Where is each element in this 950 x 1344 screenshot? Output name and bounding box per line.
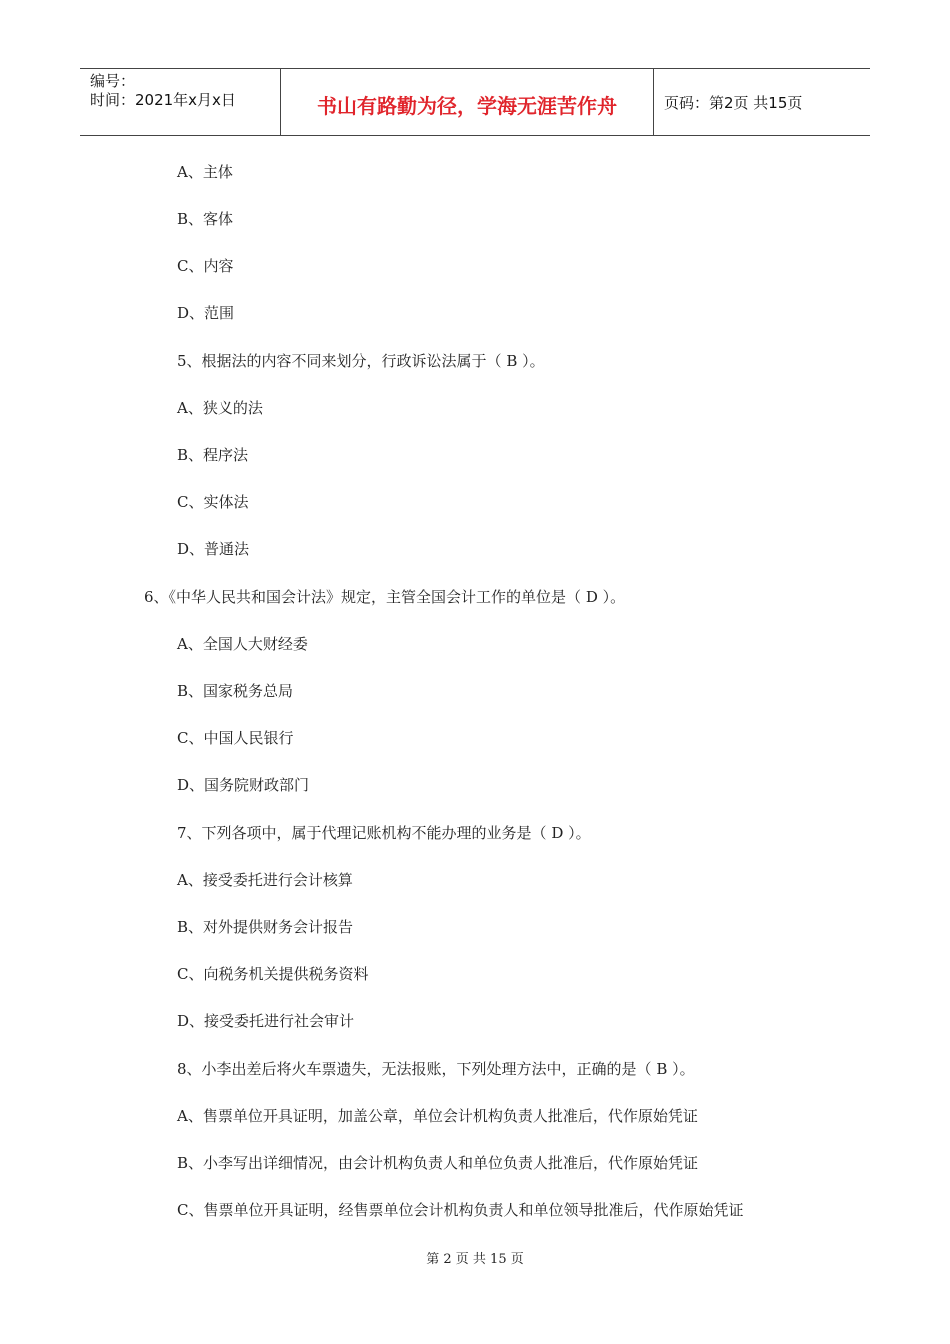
question-6: 6、《中华人民共和国会计法》规定，主管全国会计工作的单位是（ D ）。	[144, 588, 626, 606]
q5-option-b: B、程序法	[177, 446, 249, 464]
q5-option-d: D、普通法	[177, 540, 250, 558]
option-a-subject: A、主体	[177, 163, 233, 181]
header-motto: 书山有路勤为径，学海无涯苦作舟	[281, 69, 654, 135]
q6-option-d: D、国务院财政部门	[177, 776, 310, 794]
page-header	[80, 68, 870, 136]
option-d-scope: D、范围	[177, 304, 235, 322]
q7-option-d: D、接受委托进行社会审计	[177, 1012, 355, 1030]
question-5: 5、根据法的内容不同来划分，行政诉讼法属于（ B ）。	[177, 352, 545, 370]
q7-option-c: C、向税务机关提供税务资料	[177, 965, 369, 983]
document-number-label: 编号：	[90, 72, 136, 90]
q7-option-b: B、对外提供财务会计报告	[177, 918, 354, 936]
header-page-info: 页码：第2页 共15页	[664, 93, 803, 112]
q8-option-b: B、小李写出详细情况，由会计机构负责人和单位负责人批准后，代作原始凭证	[177, 1154, 699, 1172]
q7-option-a: A、接受委托进行会计核算	[177, 871, 353, 889]
q6-option-b: B、国家税务总局	[177, 682, 294, 700]
option-c-content: C、内容	[177, 257, 234, 275]
q5-option-c: C、实体法	[177, 493, 249, 511]
page-footer: 第 2 页 共 15 页	[426, 1252, 524, 1267]
q8-option-a: A、售票单位开具证明，加盖公章，单位会计机构负责人批准后，代作原始凭证	[177, 1107, 698, 1125]
question-8: 8、小李出差后将火车票遗失，无法报账，下列处理方法中，正确的是（ B ）。	[177, 1060, 695, 1078]
question-7: 7、下列各项中，属于代理记账机构不能办理的业务是（ D ）。	[177, 824, 591, 842]
document-time-label: 时间：2021年x月x日	[90, 91, 236, 109]
header-meta	[80, 69, 281, 135]
q6-option-a: A、全国人大财经委	[177, 635, 308, 653]
q5-option-a: A、狭义的法	[177, 399, 263, 417]
q8-option-c: C、售票单位开具证明，经售票单位会计机构负责人和单位领导批准后，代作原始凭证	[177, 1201, 744, 1219]
q6-option-c: C、中国人民银行	[177, 729, 294, 747]
option-b-object: B、客体	[177, 210, 234, 228]
